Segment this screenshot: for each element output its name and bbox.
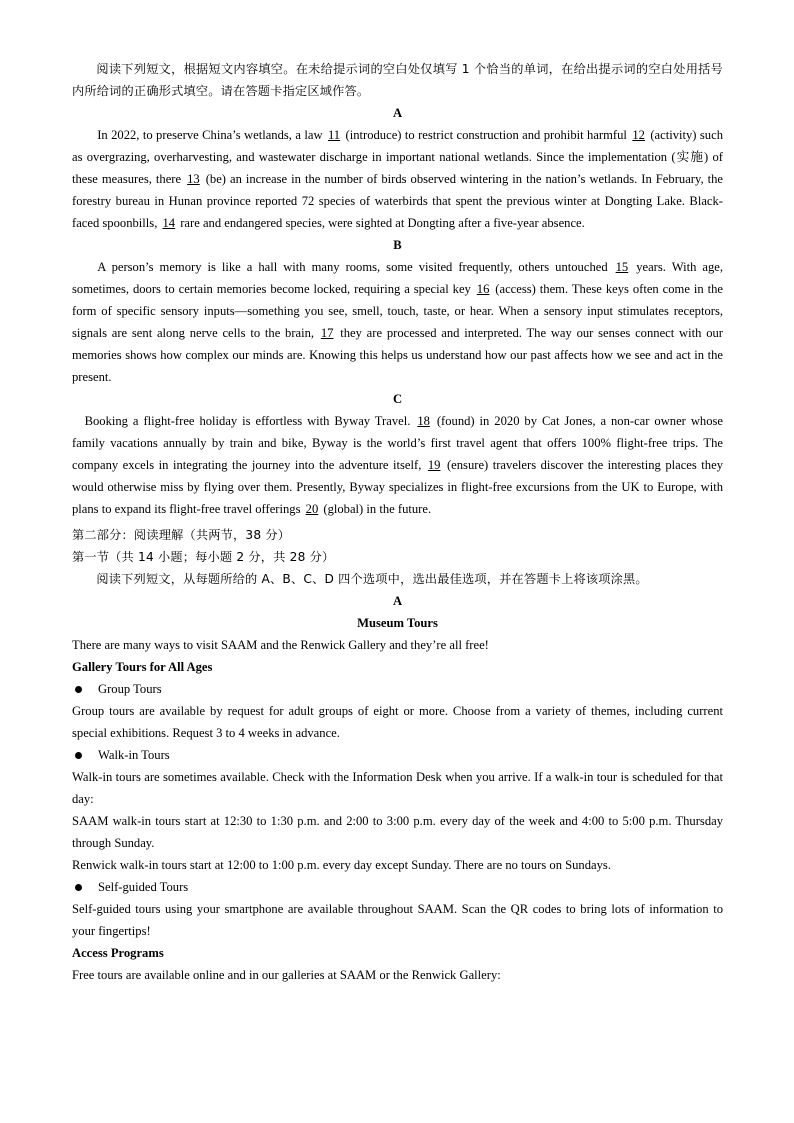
passage-c-text: Booking a flight-free holiday is effortless with Byway Travel. 18 (found) in 2020 by Cat Jones, a non-car owner whose family vacations annually by train and bike, Byway is the world’s first travel agent that offers 100% flight-free trips. The company excels in integrating the journey into the adventure itself, 19 (ensure) travelers discover the interesting places they would otherwise miss by flying over them. Presently, Byway specializes in flight-free excursions from the UK to Europe, with plans to expand its flight-free travel offerings 20 (global) in the future. [72, 414, 723, 516]
passage-c-label: C [392, 392, 403, 406]
bullet-icon [75, 752, 82, 759]
blank-13: 13 [187, 172, 200, 186]
passage-b-label: B [393, 238, 402, 252]
saam-walkin-text: SAAM walk-in tours start at 12:30 to 1:30 p.m. and 2:00 to 3:00 p.m. every day of the week and 4:00 to 5:00 p.m. Thursday through Sunday. [72, 814, 723, 850]
blank-15: 15 [615, 260, 629, 274]
blank-18: 18 [417, 414, 430, 428]
part2-heading: 第二部分：阅读理解（共两节，38 分） [72, 528, 291, 542]
museum-intro: There are many ways to visit SAAM and the Renwick Gallery and they’re all free! [72, 638, 489, 652]
gallery-tours-heading: Gallery Tours for All Ages [72, 660, 213, 674]
access-programs-text: Free tours are available online and in our galleries at SAAM or the Renwick Gallery: [72, 968, 501, 982]
walkin-tours-text: Walk-in tours are sometimes available. Check with the Information Desk when you arrive. If a walk-in tour is scheduled for that day: [72, 770, 723, 806]
blank-16: 16 [476, 282, 490, 296]
access-programs-heading: Access Programs [72, 946, 164, 960]
group-tours-text: Group tours are available by request for adult groups of eight or more. Choose from a variety of themes, including current special exhibitions. Request 3 to 4 weeks in advance. [72, 704, 723, 740]
section1-heading: 第一节（共 14 小题；每小题 2 分，共 28 分） [72, 550, 335, 564]
fill-instruction: 阅读下列短文，根据短文内容填空。在未给提示词的空白处仅填写 1 个恰当的单词，在给出提示词的空白处用括号内所给词的正确形式填空。请在答题卡指定区域作答。 [72, 62, 723, 98]
blank-11: 11 [327, 128, 341, 142]
bullet-icon [75, 686, 82, 693]
blank-20: 20 [305, 502, 319, 516]
blank-17: 17 [320, 326, 334, 340]
blank-12: 12 [632, 128, 645, 142]
choice-instruction: 阅读下列短文，从每题所给的 A、B、C、D 四个选项中，选出最佳选项，并在答题卡上将该项涂黑。 [96, 572, 648, 586]
reading-a-label: A [392, 594, 403, 608]
walkin-tours-item: Walk-in Tours [72, 744, 723, 766]
blank-14: 14 [162, 216, 176, 230]
exam-page [72, 58, 723, 986]
self-guided-text: Self-guided tours using your smartphone are available throughout SAAM. Scan the QR codes to bring lots of information to your fingertips! [72, 902, 723, 938]
group-tours-item: Group Tours [72, 678, 723, 700]
renwick-walkin-text: Renwick walk-in tours start at 12:00 to 1:00 p.m. every day except Sunday. There are no tours on Sundays. [72, 858, 611, 872]
bullet-icon [75, 884, 82, 891]
passage-a-label: A [392, 106, 403, 120]
passage-b-text: A person’s memory is like a hall with many rooms, some visited frequently, others untouched 15 years. With age, sometimes, doors to certain memories become locked, requiring a special key 16 (access) them. These keys often come in the form of specific sensory inputs—something you see, smell, touch, taste, or hear. When a sensory input stimulates receptors, signals are sent along nerve cells to the brain, 17 they are processed and interpreted. The way our senses connect with our memories shows how complex our minds are. Knowing this helps us understand how our past affects how we see and act in the present. [72, 260, 723, 384]
self-guided-item: Self-guided Tours [72, 876, 723, 898]
museum-tours-title: Museum Tours [357, 616, 438, 630]
passage-a-text: In 2022, to preserve China’s wetlands, a law 11 (introduce) to restrict construction and prohibit harmful 12 (activity) such as overgrazing, overharvesting, and wastewater discharge in important national wetlands. Since the implementation (实施) of these measures, there 13 (be) an increase in the number of birds observed wintering in the nation’s wetlands. In February, the forestry bureau in Hunan province reported 72 species of waterbirds that spent the previous winter at Dongting Lake. Black-faced spoonbills, 14 rare and endangered species, were sighted at Dongting after a five-year absence. [72, 128, 723, 230]
blank-19: 19 [427, 458, 441, 472]
